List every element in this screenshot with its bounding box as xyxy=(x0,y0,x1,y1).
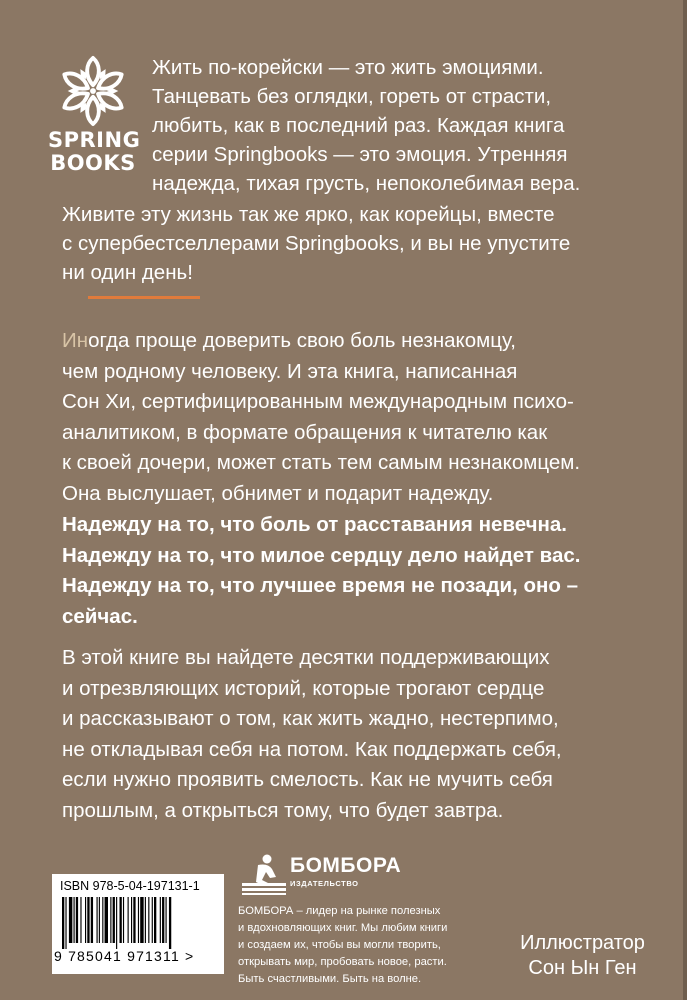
publisher-line: открывать мир, пробовать новое, расти. xyxy=(238,956,447,968)
promo-line: с супербестселлерами Springbooks, и вы не упустите xyxy=(62,232,571,255)
accent-divider xyxy=(88,296,200,299)
intro-line: любить, как в последний раз. Каждая книга xyxy=(152,114,565,137)
description-line xyxy=(62,326,677,357)
summary-line: не откладывая себя на потом. Как поддержать себя, xyxy=(62,737,562,761)
illustrator-name: Сон Ын Ген xyxy=(528,957,637,979)
summary-line: и рассказывают о том, как жить жадно, нестерпимо, xyxy=(62,707,559,730)
publisher-name: БОМБОРА xyxy=(290,854,402,877)
description-line: Она выслушает, обнимет и подарит надежду. xyxy=(62,481,494,505)
intro-line: Танцевать без оглядки, гореть от страсти, xyxy=(152,85,552,108)
intro-line: надежда, тихая грусть, непоколебимая вера. xyxy=(152,172,581,195)
intro-line: Жить по-корейски — это жить эмоциями. xyxy=(152,56,544,79)
springbooks-logo xyxy=(48,55,141,175)
hope-line: Надежду на то, что лучшее время не позади, оно – xyxy=(62,574,578,597)
summary-line: и отрезвляющих историй, которые трогают сердце xyxy=(62,676,545,700)
publisher-line: и вдохновляющих книг. Мы любим книги xyxy=(238,922,448,934)
reader-silhouette-icon xyxy=(238,853,290,895)
hope-line: сейчас. xyxy=(62,604,138,628)
logo-line-2: BOOKS xyxy=(50,151,136,175)
logo-line-1: SPRING xyxy=(48,128,141,152)
description-line: чем родному человеку. И эта книга, написанная xyxy=(62,359,518,383)
isbn-text: ISBN 978-5-04-197131-1 xyxy=(60,879,200,893)
barcode-bars xyxy=(60,897,216,949)
summary-line: В этой книге вы найдете десятки поддерживающих xyxy=(62,646,550,669)
publisher-line: Быть счастливыми. Быть на волне. xyxy=(238,973,422,985)
logo-wordmark xyxy=(48,128,141,175)
description-line: аналитиком, в формате обращения к читателю как xyxy=(62,420,548,444)
promo-line: Живите эту жизнь так же ярко, как корейцы, вместе xyxy=(62,203,555,226)
series-intro xyxy=(152,53,672,198)
description-line-text: огда проще доверить свою боль незнакомцу, xyxy=(88,329,516,352)
summary-line: если нужно проявить смелость. Как не мучить себя xyxy=(62,768,553,791)
series-promo xyxy=(62,200,672,287)
book-summary xyxy=(62,643,677,826)
summary-line: прошлым, а открыться тому, что будет завтра. xyxy=(62,798,504,822)
hope-line: Надежду на то, что боль от расставания невечна. xyxy=(62,513,567,536)
intro-line: серии Springbooks — это эмоция. Утренняя xyxy=(152,143,568,166)
promo-line: ни один день! xyxy=(62,261,193,284)
illustrator-label: Иллюстратор xyxy=(520,932,645,954)
barcode xyxy=(52,874,224,974)
publisher-description xyxy=(238,903,478,988)
flower-icon xyxy=(54,55,132,127)
barcode-number: 9 785041 971311 > xyxy=(54,948,195,964)
drop-letters: Ин xyxy=(62,329,89,352)
description-line: Сон Хи, сертифицированным международным психо- xyxy=(62,390,574,413)
publisher-subtitle: ИЗДАТЕЛЬСТВО xyxy=(290,879,359,888)
illustrator-credit xyxy=(500,931,665,981)
publisher-line: и создаем их, чтобы вы могли творить, xyxy=(238,939,441,951)
hope-statements xyxy=(62,510,677,632)
hope-line: Надежду на то, что милое сердцу дело найдет вас. xyxy=(62,543,581,567)
publisher-line: БОМБОРА – лидер на рынке полезных xyxy=(238,905,441,917)
description-line: к своей дочери, может стать тем самым незнакомцем. xyxy=(62,451,581,474)
book-description xyxy=(62,326,677,509)
